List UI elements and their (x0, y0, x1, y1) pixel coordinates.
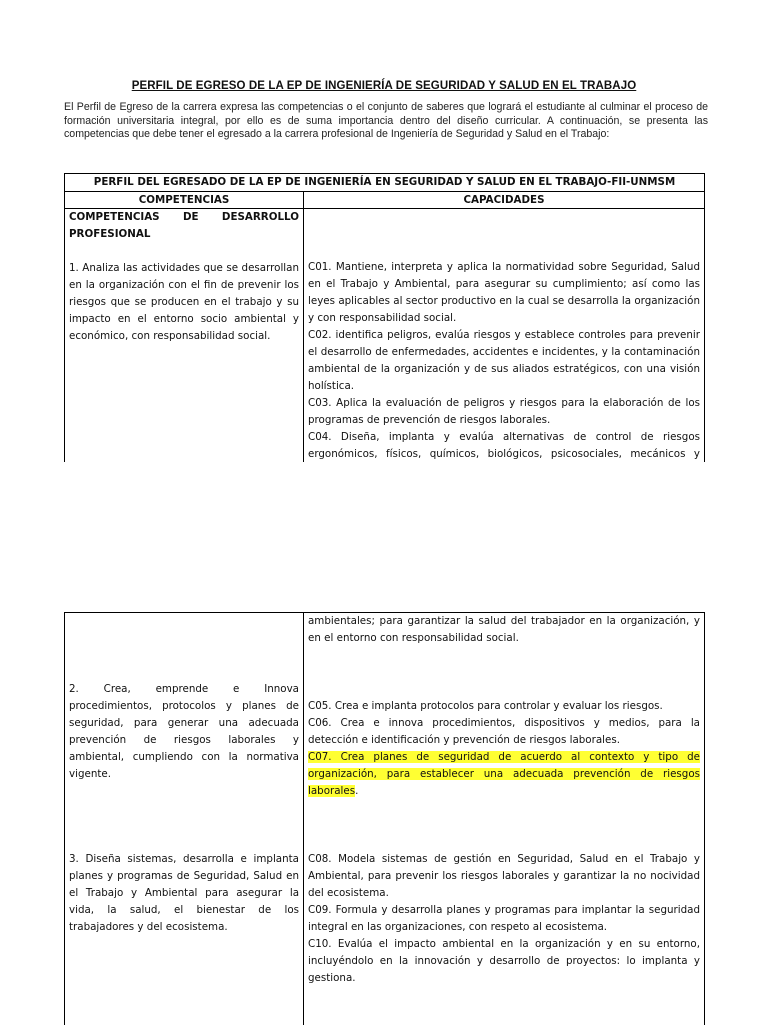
intro-paragraph: El Perfil de Egreso de la carrera expresa las competencias o el conjunto de saberes que logrará el estudiante al culminar el proceso de formación universitaria integral, por ello es de suma importancia dentro del diseño curricular. A continuación, se presenta las competencias que debe tener el egresado a la carrera profesional de Ingeniería de Seguridad y Salud en el Trabajo: (64, 101, 708, 141)
capacidad-c03: C03. Aplica la evaluación de peligros y riesgos para la elaboración de los programas de prevención de riesgos laborales. (308, 397, 700, 426)
header-competencias: COMPETENCIAS (64, 192, 304, 209)
competencia-2: 2. Crea, emprende e Innova procedimientos, protocolos y planes de seguridad, para generar una adecuada prevención de riesgos laborales y ambiental, cumpliendo con la normativa vigente. (69, 683, 299, 780)
capacidad-c08: C08. Modela sistemas de gestión en Seguridad, Salud en el Trabajo y Ambiental, para prevenir los riesgos laborales y garantizar la no nocividad del ecosistema. (308, 853, 700, 899)
capacidad-c04: C04. Diseña, implanta y evalúa alternativas de control de riesgos ergonómicos, físicos, químicos, biológicos, psicosociales, mecánicos y (308, 431, 700, 460)
capacidad-c06: C06. Crea e innova procedimientos, dispositivos y medios, para la detección e identificación y prevención de riesgos laborales. (308, 717, 700, 746)
capacidad-c05: C05. Crea e implanta protocolos para controlar y evaluar los riesgos. (308, 700, 663, 712)
highlighted-text: C07. Crea planes de seguridad de acuerdo al contexto y tipo de organización, para establecer una adecuada prevención de riesgos laborales (308, 751, 700, 797)
capacidades-cell (304, 613, 705, 1025)
capacidad-c07: C07. Crea planes de seguridad de acuerdo al contexto y tipo de organización, para establecer una adecuada prevención de riesgos laborales. (308, 751, 700, 797)
capacidad-c10: C10. Evalúa el impacto ambiental en la organización y en su entorno, incluyéndolo en la innovación y desarrollo de proyectos: lo implanta y gestiona. (308, 938, 700, 984)
competencias-cell (64, 209, 304, 462)
capacidad-c02: C02. identifica peligros, evalúa riesgos y establece controles para prevenir el desarrollo de enfermedades, accidentes e incidentes, y la contaminación ambiental de la organización y de sus aliados estratégicos, con una visión holística. (308, 329, 700, 392)
competency-table-part-1 (64, 173, 705, 462)
table-row (64, 613, 705, 1025)
table-header-row (64, 192, 705, 209)
document-title: PERFIL DE EGRESO DE LA EP DE INGENIERÍA DE SEGURIDAD Y SALUD EN EL TRABAJO (131, 80, 637, 92)
competencia-1: 1. Analiza las actividades que se desarrollan en la organización con el fin de prevenir los riesgos que se producen en el trabajo y su impacto en el entorno socio ambiental y económico, con responsabilidad social. (69, 262, 299, 342)
competencias-cell (64, 613, 304, 1025)
section-heading: COMPETENCIAS DE DESARROLLO PROFESIONAL (69, 211, 299, 240)
table-title: PERFIL DEL EGRESADO DE LA EP DE INGENIERÍA EN SEGURIDAD Y SALUD EN EL TRABAJO-FII-UNMSM (64, 174, 705, 192)
capacidad-c01: C01. Mantiene, interpreta y aplica la normatividad sobre Seguridad, Salud en el Trabajo y Ambiental, para asegurar su cumplimiento; así como las leyes aplicables al sector productivo en la cual se desarrolla la organización y con responsabilidad social. (308, 261, 700, 324)
competencia-3: 3. Diseña sistemas, desarrolla e implanta planes y programas de Seguridad, Salud en el Trabajo y Ambiental para asegurar la vida, la salud, el bienestar de los trabajadores y del ecosistema. (69, 853, 299, 933)
capacidad-c09: C09. Formula y desarrolla planes y programas para implantar la seguridad integral en las organizaciones, con respeto al ecosistema. (308, 904, 700, 933)
capacidades-cell (304, 209, 705, 462)
header-capacidades: CAPACIDADES (304, 192, 705, 209)
competency-table-part-2 (64, 612, 705, 1025)
table-row (64, 209, 705, 462)
capacidad-c04-continued: ambientales; para garantizar la salud del trabajador en la organización, y en el entorno con responsabilidad social. (308, 615, 700, 644)
